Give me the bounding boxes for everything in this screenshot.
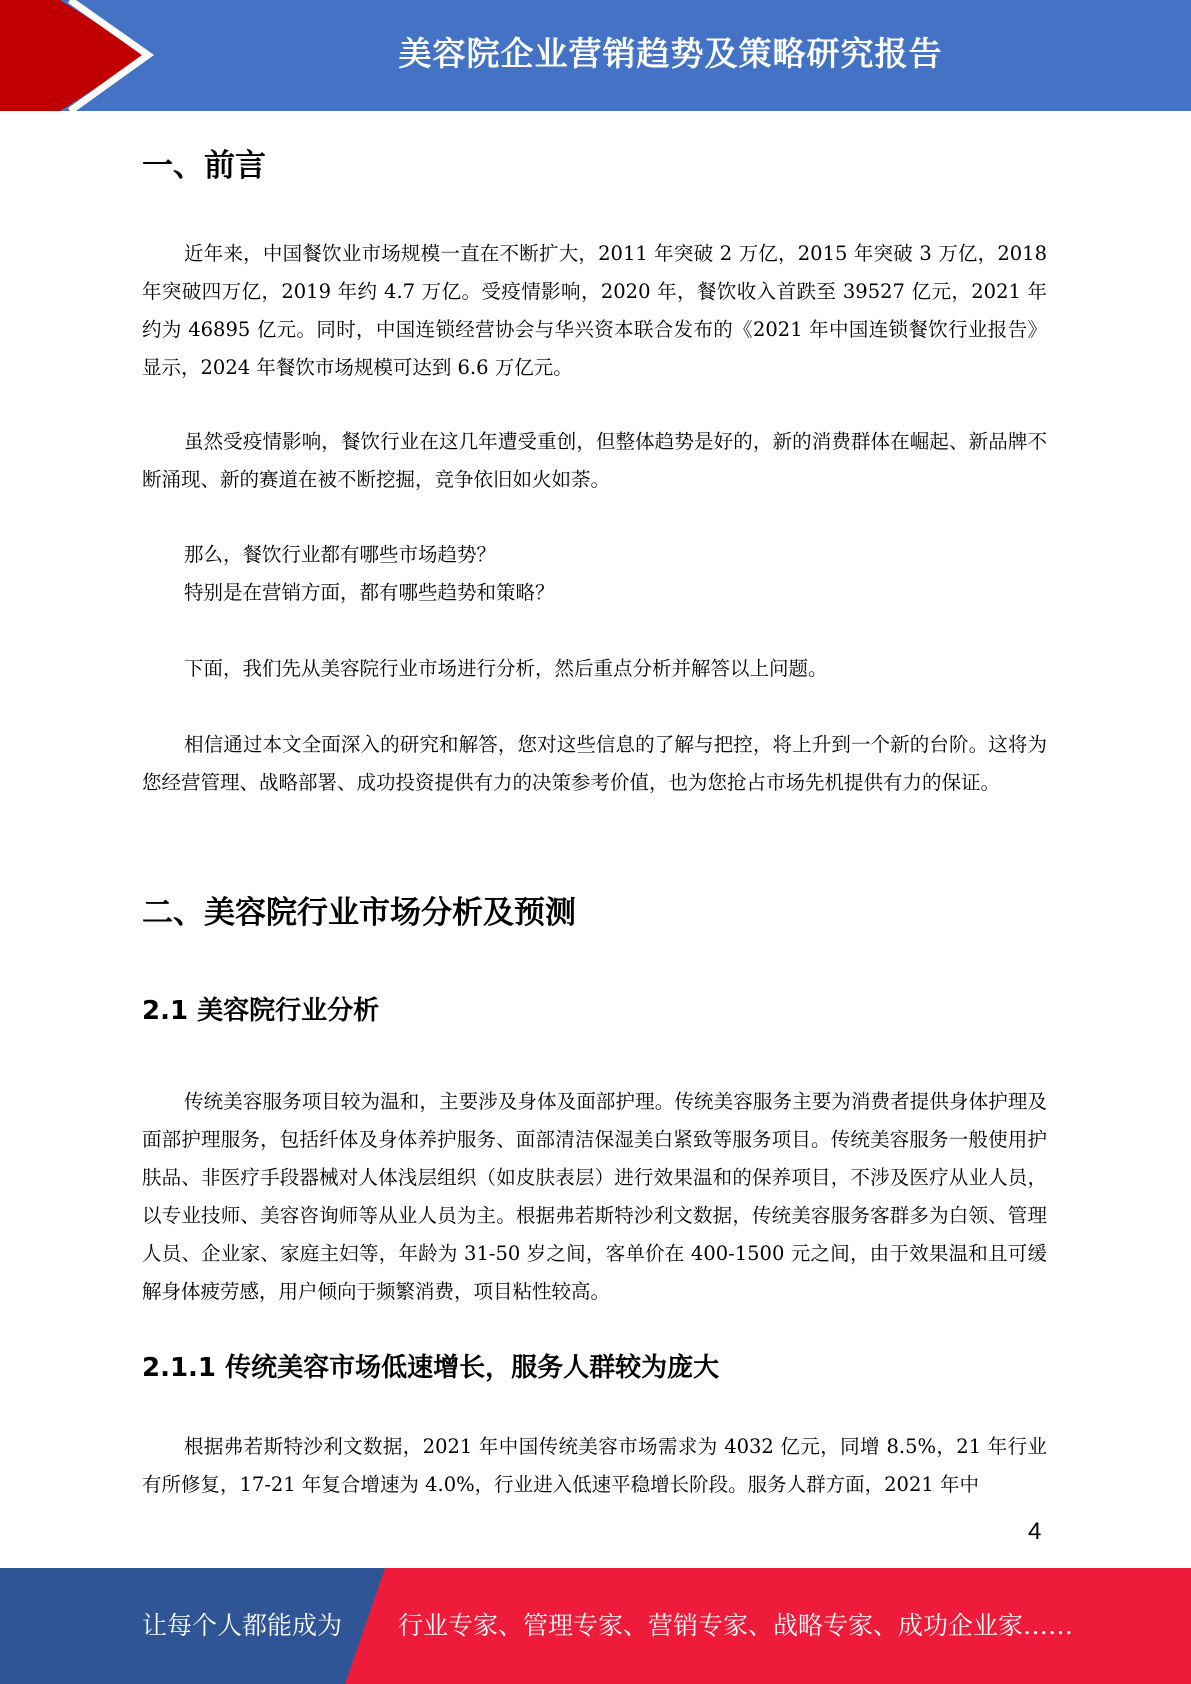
subsection-heading-industry-analysis: 2.1 美容院行业分析 [142, 996, 380, 1026]
paragraph-market-demand: 根据弗若斯特沙利文数据，2021 年中国传统美容市场需求为 4032 亿元，同增 8.5%，21 年行业有所修复，17-21 年复合增速为 4.0%，行业进入低速平稳增长阶段。服务人群方面，2021 年中 [142, 1435, 1047, 1496]
question-market-trends: 那么，餐饮行业都有哪些市场趋势？ [184, 543, 497, 566]
footer-slogan-right: 行业专家、管理专家、营销专家、战略专家、成功企业家…… [398, 1611, 1074, 1640]
paragraph-analysis-intro: 下面，我们先从美容院行业市场进行分析，然后重点分析并解答以上问题。 [184, 657, 828, 680]
report-title: 美容院企业营销趋势及策略研究报告 [398, 34, 943, 73]
paragraph-traditional-beauty-services: 传统美容服务项目较为温和，主要涉及身体及面部护理。传统美容服务主要为消费者提供身体护理及面部护理服务，包括纤体及身体养护服务、面部清洁保湿美白紧致等服务项目。传统美容服务一般使用护肤品、非医疗手段器械对人体浅层组织（如皮肤表层）进行效果温和的保养项目，不涉及医疗从业人员，以专业技师、美容咨询师等从业人员为主。根据弗若斯特沙利文数据，传统美容服务客群多为白领、管理人员、企业家、家庭主妇等，年龄为 31-50 岁之间，客单价在 400-1500 元之间，由于效果温和且可缓解身体疲劳感，用户倾向于频繁消费，项目粘性较高。 [142, 1090, 1047, 1303]
paragraph-value-statement: 相信通过本文全面深入的研究和解答，您对这些信息的了解与把控，将上升到一个新的台阶。这将为您经营管理、战略部署、成功投资提供有力的决策参考价值，也为您抢占市场先机提供有力的保证。 [142, 733, 1047, 794]
paragraph-market-scale: 近年来，中国餐饮业市场规模一直在不断扩大，2011 年突破 2 万亿，2015 年突破 3 万亿，2018 年突破四万亿，2019 年约 4.7 万亿。受疫情影响，2020 年，餐饮收入首跌至 39527 亿元，2021 年约为 46895 亿元。同时，中国连锁经营协会与华兴资本联合发布的《2021 年中国连锁餐饮行业报告》显示，2024 年餐饮市场规模可达到 6.6 万亿元。 [142, 242, 1047, 379]
paragraph-epidemic-impact: 虽然受疫情影响，餐饮行业在这几年遭受重创，但整体趋势是好的，新的消费群体在崛起、新品牌不断涌现、新的赛道在被不断挖掘，竞争依旧如火如荼。 [142, 430, 1047, 491]
subsection-heading-low-growth: 2.1.1 传统美容市场低速增长，服务人群较为庞大 [142, 1353, 720, 1383]
header-banner [0, 0, 1191, 111]
section-heading-market-analysis: 二、美容院行业市场分析及预测 [142, 895, 576, 931]
question-marketing-strategy: 特别是在营销方面，都有哪些趋势和策略？ [184, 581, 555, 604]
footer-banner [0, 1568, 1191, 1684]
page-number: 4 [1028, 1518, 1042, 1545]
section-heading-preface: 一、前言 [142, 148, 266, 184]
arrow-chevron-icon [0, 0, 160, 111]
footer-slogan-left: 让每个人都能成为 [142, 1611, 343, 1640]
